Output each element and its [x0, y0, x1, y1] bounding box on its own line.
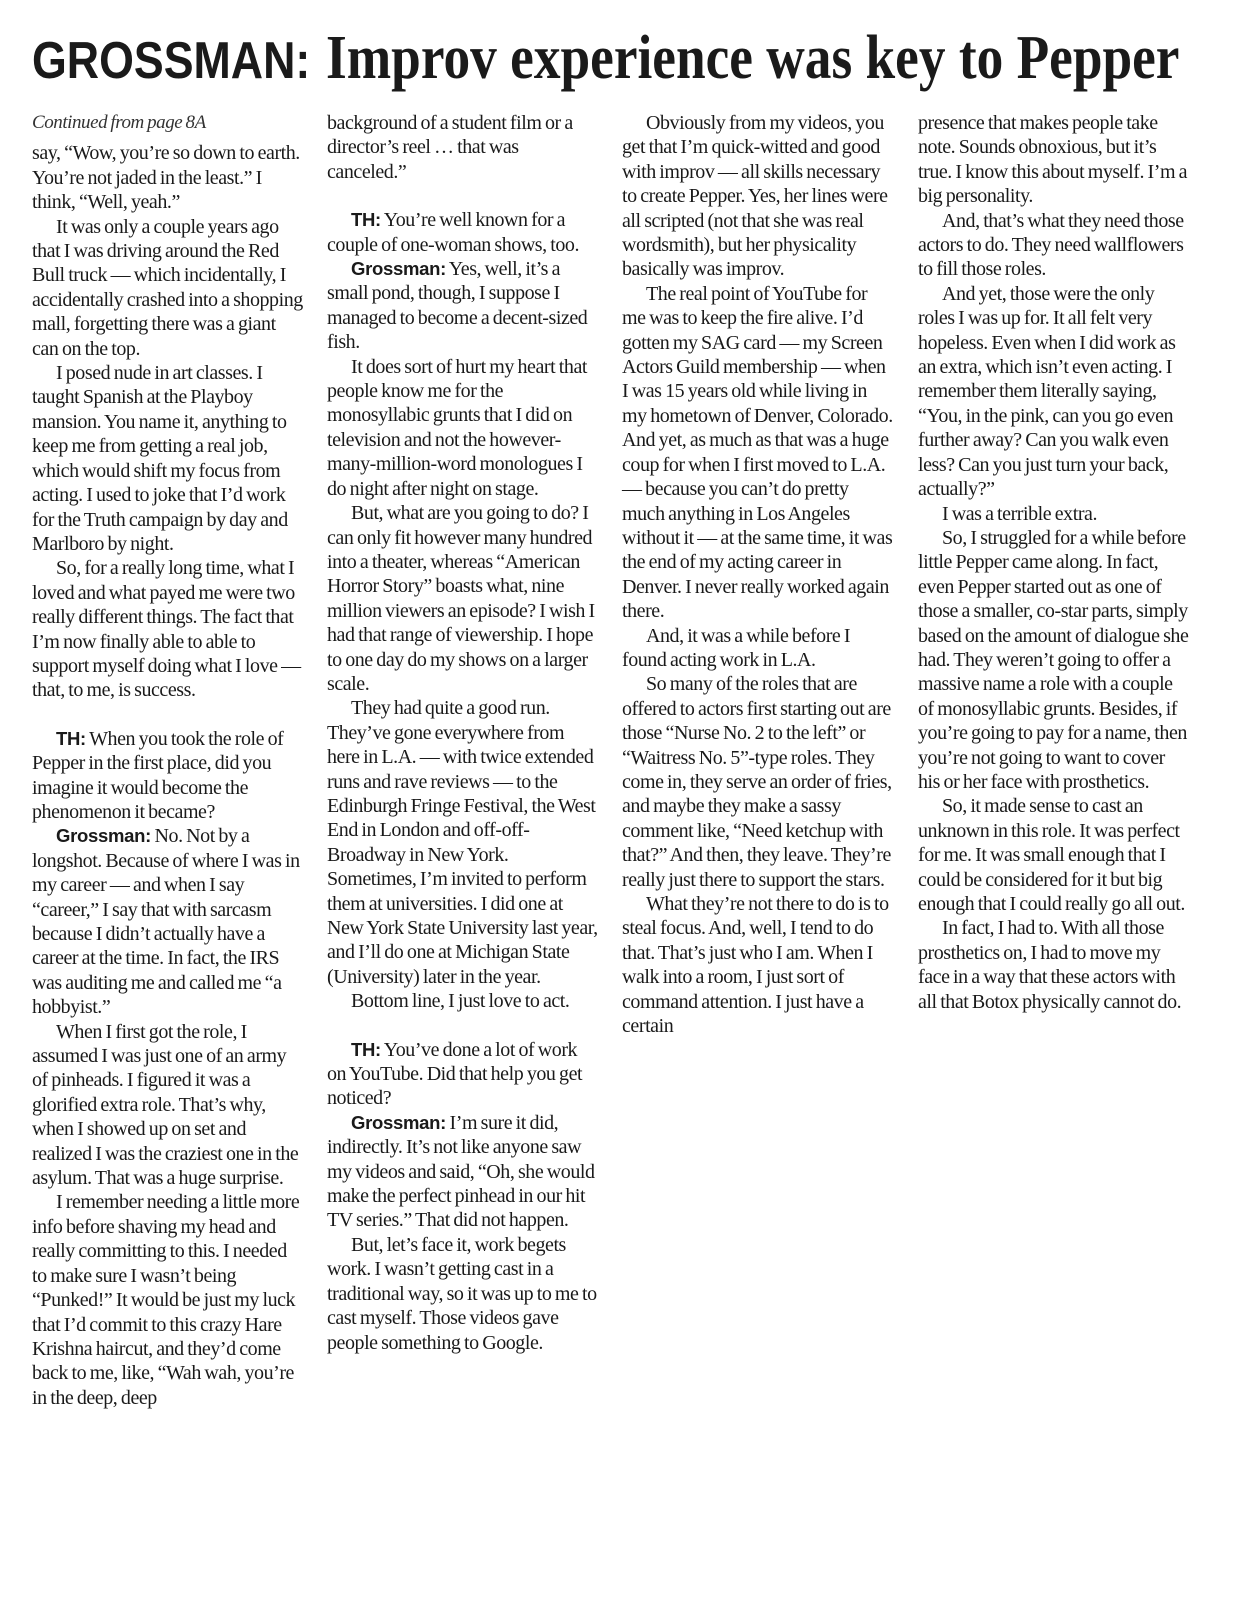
paragraph: It was only a couple years ago that I was driving around the Red Bull truck — which incidentally, I accidentally crashed into a shopping mall, forgetting there was a giant can on the top. — [32, 215, 303, 360]
question — [32, 727, 304, 825]
paragraph: I posed nude in art classes. I taught Spanish at the Playboy mansion. You name it, anything to keep me from getting a real job, which would shift my focus from acting. I used to joke that I’d work for the Truth campaign by day and Marlboro by night. — [32, 362, 288, 555]
paragraph: Bottom line, I just love to act. — [351, 990, 570, 1013]
paragraph: Obviously from my videos, you get that I’m quick-witted and good with improv — all skills necessary to create Pepper. Yes, her lines were all scripted (not that she was real wordsmith), but her physicality basically was improv. — [622, 112, 888, 281]
article-column-2 — [327, 111, 599, 1355]
speaker-grossman: Grossman: — [56, 825, 151, 847]
answer-text: I’m sure it did, indirectly. It’s not like anyone saw my videos and said, “Oh, she would make the perfect pinhead in our hit TV series.” That did not happen. — [327, 1111, 595, 1232]
article-column-1 — [32, 111, 304, 1410]
paragraph: But, let’s face it, work begets work. I wasn’t getting cast in a traditional way, so it was up to me to cast myself. Those videos gave people something to Google. — [327, 1233, 597, 1354]
paragraph: So, it made sense to cast an unknown in this role. It was perfect for me. It was small enough that I could be considered for it but big enough that I could really go all out. — [918, 795, 1185, 915]
answer — [327, 1111, 599, 1233]
question-text: You’ve done a lot of work on YouTube. Did that help you get noticed? — [327, 1038, 583, 1110]
question — [327, 1038, 599, 1111]
paragraph: But, what are you going to do? I can only fit however many hundred into a theater, whereas “American Horror Story” boasts what, nine million viewers an episode? I wish I had that range of viewership. I hope to one day do my shows on a larger scale. — [327, 502, 595, 695]
paragraph: When I first got the role, I assumed I was just one of an army of pinheads. I figured it was a glorified extra role. That’s why, when I showed up on set and realized I was the craziest one in the asylum. That was a huge surprise. — [32, 1020, 299, 1190]
paragraph: I was a terrible extra. — [942, 502, 1098, 525]
speaker-th: TH: — [56, 727, 86, 749]
answer-text: Yes, well, it’s a small pond, though, I suppose I managed to become a decent-sized fish. — [327, 258, 588, 354]
speaker-grossman: Grossman: — [351, 258, 446, 280]
paragraph: They had quite a good run. They’ve gone everywhere from here in L.A. — with twice extended runs and rave reviews — to the Edinburgh Fringe Festival, the West End in London and off-off-Broadway in New York. Sometimes, I’m invited to perform them at universities. I did one at New York State University last year, and I’ll do one at Michigan State (University) later in the year. — [327, 697, 598, 988]
question-text: When you took the role of Pepper in the first place, did you imagine it would become the phenomenon it became? — [32, 727, 284, 823]
answer — [32, 824, 304, 1019]
continued-line: Continued from page 8A — [32, 112, 206, 133]
answer-text: No. Not by a longshot. Because of where I was in my career — and when I say “career,” I say that with sarcasm because I didn’t actually have a career at the time. In fact, the IRS was auditing me and called me “a hobbyist.” — [32, 825, 300, 1019]
article-column-4 — [918, 111, 1190, 1014]
speaker-th: TH: — [351, 209, 381, 231]
paragraph: So, for a really long time, what I loved and what payed me were two really different things. The fact that I’m now finally able to able to support myself doing what I love — that, to me, is success. — [32, 557, 301, 702]
speaker-grossman: Grossman: — [351, 1111, 446, 1133]
question-text: You’re well known for a couple of one-woman shows, too. — [327, 209, 580, 256]
paragraph: And, that’s what they need those actors to do. They need wallflowers to fill those roles. — [918, 209, 1184, 281]
paragraph: It does sort of hurt my heart that people know me for the monosyllabic grunts that I did on television and not the however-many-million-word monologues I do night after night on stage. — [327, 355, 587, 500]
speaker-th: TH: — [351, 1038, 381, 1060]
paragraph: In fact, I had to. With all those prosthetics on, I had to move my face in a way that these actors with all that Botox physically cannot do. — [918, 917, 1182, 1013]
paragraph: say, “Wow, you’re so down to earth. You’re not jaded in the least.” I think, “Well, yeah.” — [32, 142, 300, 214]
paragraph: So, I struggled for a while before little Pepper came along. In fact, even Pepper started out as one of those a smaller, co-star parts, simply based on the amount of dialogue she had. They weren’t going to offer a massive name a role with a couple of monosyllabic grunts. Besides, if you’re going to pay for a name, then you’re not going to want to cover his or her face with prosthetics. — [918, 526, 1189, 793]
paragraph: So many of the roles that are offered to actors first starting out are those “Nurse No. 2 to the left” or “Waitress No. 5”-type roles. They come in, they serve an order of fries, and maybe they make a sassy comment like, “Need ketchup with that?” And then, they leave. They’re really just there to support the stars. — [622, 673, 892, 891]
paragraph: What they’re not there to do is to steal focus. And, well, I tend to do that. That’s just who I am. When I walk into a room, I just sort of command attention. I just have a certain — [622, 893, 889, 1038]
headline — [32, 22, 1212, 94]
article-column-3 — [622, 111, 894, 1038]
paragraph: The real point of YouTube for me was to keep the fire alive. I’d gotten my SAG card — my Screen Actors Guild membership — when I was 15 years old while living in my hometown of Denver, Colorado. And yet, as much as that was a huge coup for when I first moved to L.A. — because you can’t do pretty much anything in Los Angeles without it — at the same time, it was the end of my acting career in Denver. I never really worked again there. — [622, 282, 893, 623]
paragraph: And, it was a while before I found acting work in L.A. — [622, 624, 851, 671]
headline-text: Improv experience was key to Pepper — [325, 24, 1180, 92]
paragraph: And yet, those were the only roles I was up for. It all felt very hopeless. Even when I did work as an extra, which isn’t even acting. I remember them literally saying, “You, in the pink, can you go even further away? Can you walk even less? Can you just turn your back, actually?” — [918, 282, 1176, 501]
question — [327, 208, 599, 257]
paragraph: I remember needing a little more info before shaving my head and really committing to this. I needed to make sure I wasn’t being “Punked!” It would be just my luck that I’d commit to this crazy Hare Krishna haircut, and they’d come back to me, like, “Wah wah, you’re in the deep, deep — [32, 1191, 300, 1409]
paragraph: presence that makes people take note. Sounds obnoxious, but it’s true. I know this about myself. I’m a big personality. — [918, 112, 1188, 208]
paragraph: background of a student film or a director’s reel … that was canceled.” — [327, 112, 573, 183]
headline-name: GROSSMAN: — [32, 32, 311, 90]
answer — [327, 257, 599, 355]
